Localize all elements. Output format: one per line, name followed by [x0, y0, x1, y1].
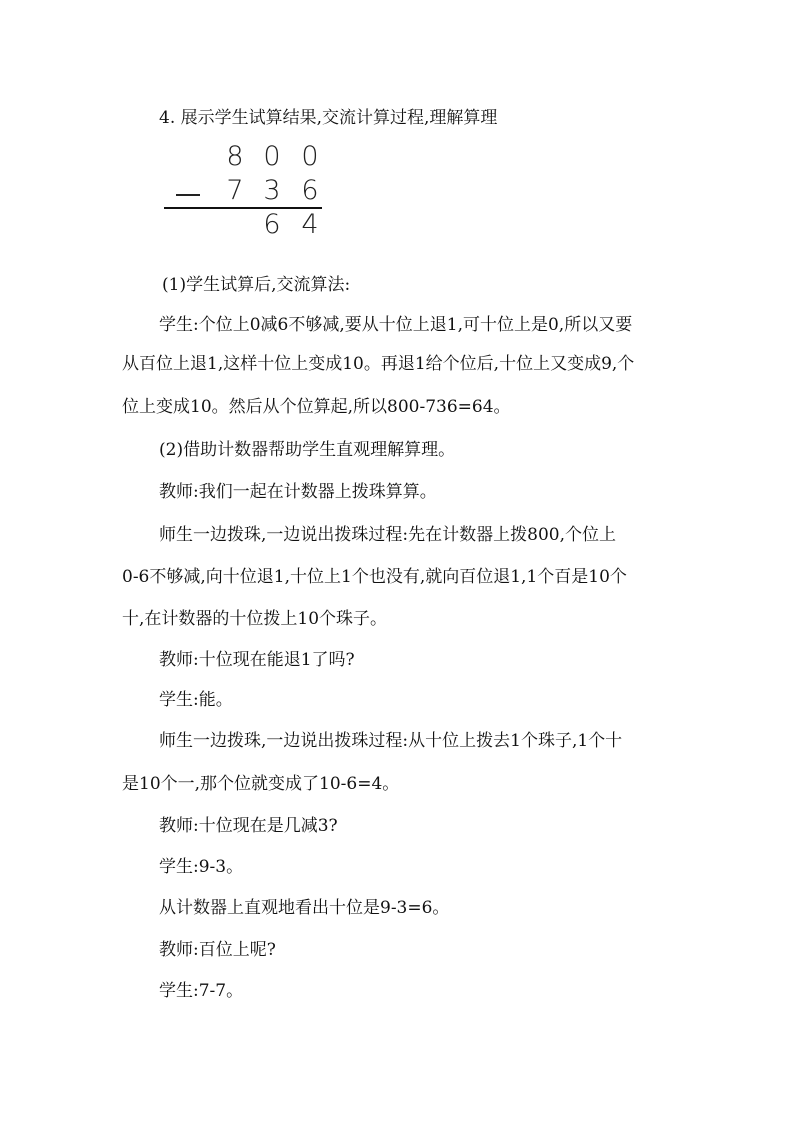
paragraph-4: 位上变成10。然后从个位算起,所以800-736=64。	[122, 397, 511, 417]
minuend-hundreds-digit: 8	[226, 141, 244, 172]
paragraph-7: 师生一边拨珠,一边说出拨珠过程:先在计数器上拨800,个位上	[159, 525, 616, 545]
paragraph-12: 师生一边拨珠,一边说出拨珠过程:从十位上拨去1个珠子,1个十	[159, 731, 623, 751]
paragraph-11: 学生:能。	[159, 690, 233, 710]
paragraph-1: (1)学生试算后,交流算法:	[162, 275, 351, 295]
paragraph-6: 教师:我们一起在计数器上拨珠算算。	[159, 482, 437, 502]
result-line	[164, 207, 322, 209]
minuend-tens-digit: 0	[263, 141, 281, 172]
paragraph-13: 是10个一,那个位就变成了10-6=4。	[122, 774, 400, 794]
subtrahend-ones-digit: 6	[301, 175, 319, 206]
paragraph-16: 从计数器上直观地看出十位是9-3=6。	[159, 898, 450, 918]
paragraph-10: 教师:十位现在能退1了吗?	[159, 650, 355, 670]
paragraph-15: 学生:9-3。	[159, 857, 244, 877]
paragraph-9: 十,在计数器的十位拨上10个珠子。	[122, 609, 388, 629]
section-heading: 4. 展示学生试算结果,交流计算过程,理解算理	[159, 108, 498, 128]
paragraph-17: 教师:百位上呢?	[159, 940, 276, 960]
subtrahend-hundreds-digit: 7	[226, 175, 244, 206]
paragraph-18: 学生:7-7。	[159, 981, 244, 1001]
minuend-ones-digit: 0	[301, 141, 319, 172]
result-tens-digit: 6	[263, 209, 281, 240]
subtrahend-tens-digit: 3	[263, 175, 281, 206]
result-ones-digit: 4	[301, 209, 319, 240]
paragraph-2: 学生:个位上0减6不够减,要从十位上退1,可十位上是0,所以又要	[159, 315, 633, 335]
paragraph-14: 教师:十位现在是几减3?	[159, 816, 338, 836]
paragraph-5: (2)借助计数器帮助学生直观理解算理。	[159, 440, 456, 460]
minus-sign	[176, 194, 200, 196]
vertical-subtraction	[162, 140, 322, 240]
paragraph-3: 从百位上退1,这样十位上变成10。再退1给个位后,十位上又变成9,个	[122, 354, 635, 374]
paragraph-8: 0-6不够减,向十位退1,十位上1个也没有,就向百位退1,1个百是10个	[122, 567, 627, 587]
